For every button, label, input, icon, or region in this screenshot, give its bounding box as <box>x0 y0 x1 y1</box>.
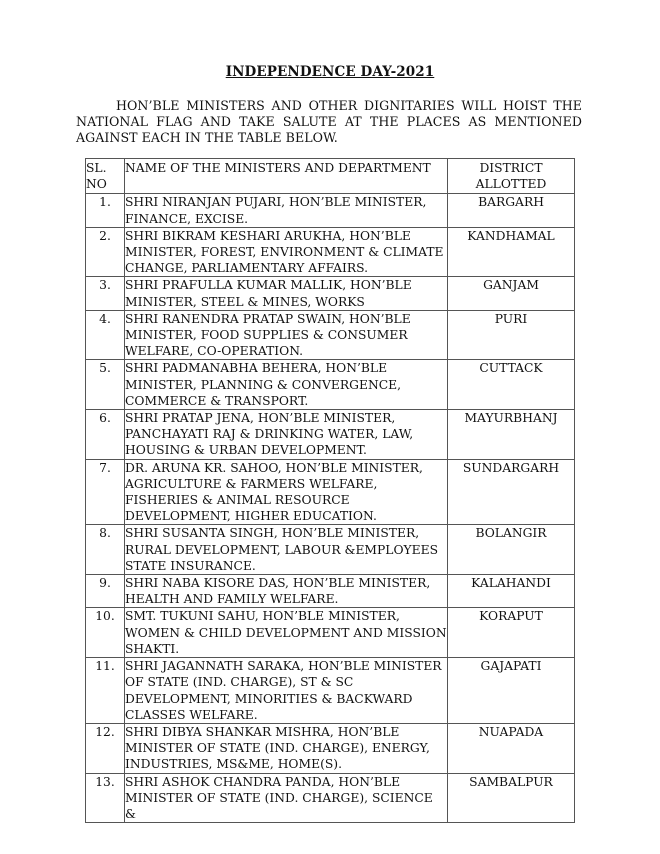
row-district: KALAHANDI <box>448 575 575 608</box>
row-sl-no: 12. <box>86 723 125 773</box>
table-row <box>86 723 575 773</box>
header-district: DISTRICT ALLOTTED <box>448 159 575 194</box>
table-row <box>86 658 575 724</box>
table-row <box>86 360 575 410</box>
row-district: SUNDARGARH <box>448 459 575 525</box>
row-sl-no: 1. <box>86 194 125 227</box>
header-sl-no: SL. NO <box>86 159 125 194</box>
row-district: BOLANGIR <box>448 525 575 575</box>
table-row <box>86 410 575 460</box>
row-district: GANJAM <box>448 277 575 310</box>
row-sl-no: 10. <box>86 608 125 658</box>
row-district: KORAPUT <box>448 608 575 658</box>
row-minister-name: SHRI PADMANABHA BEHERA, HON’BLE MINISTER, PLANNING & CONVERGENCE, COMMERCE & TRANSPORT. <box>125 360 448 410</box>
table-row <box>86 310 575 360</box>
row-minister-name: SHRI PRAFULLA KUMAR MALLIK, HON’BLE MINISTER, STEEL & MINES, WORKS <box>125 277 448 310</box>
table-row <box>86 459 575 525</box>
table-row <box>86 194 575 227</box>
row-minister-name: SHRI DIBYA SHANKAR MISHRA, HON’BLE MINISTER OF STATE (IND. CHARGE), ENERGY, INDUSTRIES, MS&ME, HOME(S). <box>125 723 448 773</box>
row-sl-no: 8. <box>86 525 125 575</box>
row-sl-no: 9. <box>86 575 125 608</box>
row-district: PURI <box>448 310 575 360</box>
page-title: INDEPENDENCE DAY-2021 <box>225 64 435 80</box>
row-minister-name: DR. ARUNA KR. SAHOO, HON’BLE MINISTER, AGRICULTURE & FARMERS WELFARE, FISHERIES & ANIMAL RESOURCE DEVELOPMENT, HIGHER EDUCATION. <box>125 459 448 525</box>
row-district: GAJAPATI <box>448 658 575 724</box>
row-sl-no: 4. <box>86 310 125 360</box>
table-row <box>86 525 575 575</box>
row-sl-no: 13. <box>86 773 125 823</box>
table-row <box>86 227 575 277</box>
header-minister-name: NAME OF THE MINISTERS AND DEPARTMENT <box>125 159 448 194</box>
table-header-row <box>86 159 575 194</box>
row-sl-no: 5. <box>86 360 125 410</box>
row-district: BARGARH <box>448 194 575 227</box>
row-sl-no: 11. <box>86 658 125 724</box>
row-district: CUTTACK <box>448 360 575 410</box>
row-sl-no: 6. <box>86 410 125 460</box>
row-minister-name: SHRI JAGANNATH SARAKA, HON’BLE MINISTER OF STATE (IND. CHARGE), ST & SC DEVELOPMENT, MINORITIES & BACKWARD CLASSES WELFARE. <box>125 658 448 724</box>
row-district: KANDHAMAL <box>448 227 575 277</box>
table-row <box>86 773 575 823</box>
minister-district-table <box>85 158 575 823</box>
row-minister-name: SMT. TUKUNI SAHU, HON’BLE MINISTER, WOMEN & CHILD DEVELOPMENT AND MISSION SHAKTI. <box>125 609 447 656</box>
row-minister-name: SHRI BIKRAM KESHARI ARUKHA, HON’BLE MINISTER, FOREST, ENVIRONMENT & CLIMATE CHANGE, PARLIAMENTARY AFFAIRS. <box>125 227 448 277</box>
row-minister-name: SHRI NABA KISORE DAS, HON’BLE MINISTER, HEALTH AND FAMILY WELFARE. <box>125 575 448 608</box>
row-district: MAYURBHANJ <box>448 410 575 460</box>
row-minister-name: SHRI ASHOK CHANDRA PANDA, HON’BLE MINISTER OF STATE (IND. CHARGE), SCIENCE & <box>125 773 448 823</box>
row-minister-name: SHRI RANENDRA PRATAP SWAIN, HON’BLE MINISTER, FOOD SUPPLIES & CONSUMER WELFARE, CO-OPERATION. <box>125 310 448 360</box>
table-row <box>86 277 575 310</box>
row-district: SAMBALPUR <box>448 773 575 823</box>
row-district: NUAPADA <box>448 723 575 773</box>
row-sl-no: 2. <box>86 227 125 277</box>
table-row <box>86 608 575 658</box>
row-sl-no: 7. <box>86 459 125 525</box>
row-minister-name: SHRI SUSANTA SINGH, HON’BLE MINISTER, RURAL DEVELOPMENT, LABOUR &EMPLOYEES STATE INSURANCE. <box>125 525 448 575</box>
intro-paragraph: HON’BLE MINISTERS AND OTHER DIGNITARIES WILL HOIST THE NATIONAL FLAG AND TAKE SALUTE AT THE PLACES AS MENTIONED AGAINST EACH IN THE TABLE BELOW. <box>76 98 582 145</box>
row-minister-name: SHRI PRATAP JENA, HON’BLE MINISTER, PANCHAYATI RAJ & DRINKING WATER, LAW, HOUSING & URBAN DEVELOPMENT. <box>125 410 448 460</box>
row-sl-no: 3. <box>86 277 125 310</box>
table-body <box>86 194 575 823</box>
table-row <box>86 575 575 608</box>
row-minister-name: SHRI NIRANJAN PUJARI, HON’BLE MINISTER, FINANCE, EXCISE. <box>125 194 448 227</box>
